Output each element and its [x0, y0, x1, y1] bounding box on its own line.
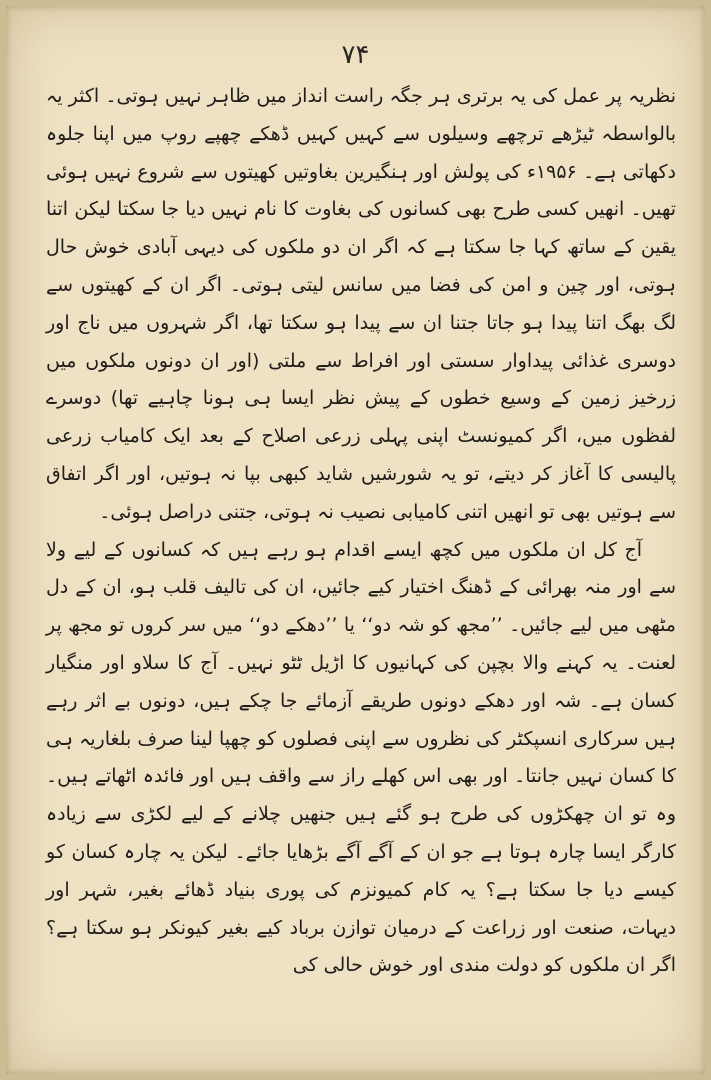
page-number: ۷۴: [341, 40, 370, 70]
paragraph: آج کل ان ملکوں میں کچھ ایسے اقدام ہو رہے ہیں کہ کسانوں کے لیے ولا سے اور منہ بھرائی کے ڈھنگ اختیار کیے جائیں، ان کی تالیف قلب ہو، ان کے دل مٹھی میں لیے جائیں۔ ’’مجھ کو شہ دو‘‘ یا ’’دھکے دو‘‘ میں سر کروں تو مجھ پر لعنت۔ یہ کہنے والا بچپن کی کہانیوں کا اڑیل ٹٹو نہیں۔ آج کا سلاو اور منگیار کسان ہے۔ شہ اور دھکے دونوں طریقے آزمائے جا چکے ہیں، دونوں بے اثر رہے ہیں سرکاری انسپکٹر کی نظروں سے اپنی فصلوں کو چھپا لینا صرف بلغاریہ ہی کا کسان نہیں جانتا۔ اور بھی اس کھلے راز سے واقف ہیں اور فائدہ اٹھاتے ہیں۔ وہ تو ان چھکڑوں کی طرح ہو گئے ہیں جنھیں چلانے کے لیے لکڑی سے زیادہ کارگر ایسا چارہ ہوتا ہے جو ان کے آگے آگے بڑھایا جائے۔ لیکن یہ چارہ کسان کو کیسے دیا جا سکتا ہے؟ یہ کام کمیونزم کی پوری بنیاد ڈھائے بغیر، شہر اور دیہات، صنعت اور زراعت کے درمیان توازن برباد کیے بغیر کیونکر ہو سکتا ہے؟ اگر ان ملکوں کو دولت مندی اور خوش حالی کی: [46, 538, 676, 977]
page-body-text: [46, 78, 676, 985]
paragraph: نظریہ پر عمل کی یہ برتری ہر جگہ راست انداز میں ظاہر نہیں ہوتی۔ اکثر یہ بالواسطہ ٹیڑھے ترچھے وسیلوں سے کہیں کہیں ڈھکے چھپے روپ میں اپنا جلوہ دکھاتی ہے۔ ۱۹۵۶ء کی پولش اور ہنگیرین بغاوتیں کھیتوں سے شروع نہیں ہوئی تھیں۔ انھیں کسی طرح بھی کسانوں کی بغاوت کا نام نہیں دیا جا سکتا لیکن اتنا یقین کے ساتھ کہا جا سکتا ہے کہ اگر ان دو ملکوں کی دیہی آبادی خوش حال ہوتی، اور چین و امن کی فضا میں سانس لیتی ہوتی۔ اگر ان کے کھیتوں سے لگ بھگ اتنا پیدا ہو جاتا جتنا ان سے پیدا ہو سکتا تھا، اگر شہروں میں ناج اور دوسری غذائی پیداوار سستی اور افراط سے ملتی (اور ان دونوں ملکوں میں زرخیز زمین کے وسیع خطوں کے پیش نظر ایسا ہی ہونا چاہیے تھا) دوسرے لفظوں میں، اگر کمیونسٹ اپنی پہلی زرعی اصلاح کے بعد ایک کامیاب زرعی پالیسی کا آغاز کر دیتے، تو یہ شورشیں شاید کبھی بپا نہ ہوتیں، اور اگر اتفاق سے ہوتیں بھی تو انھیں اتنی کامیابی نصیب نہ ہوتی، جتنی دراصل ہوئی۔: [46, 85, 676, 523]
book-page: [6, 6, 705, 1074]
